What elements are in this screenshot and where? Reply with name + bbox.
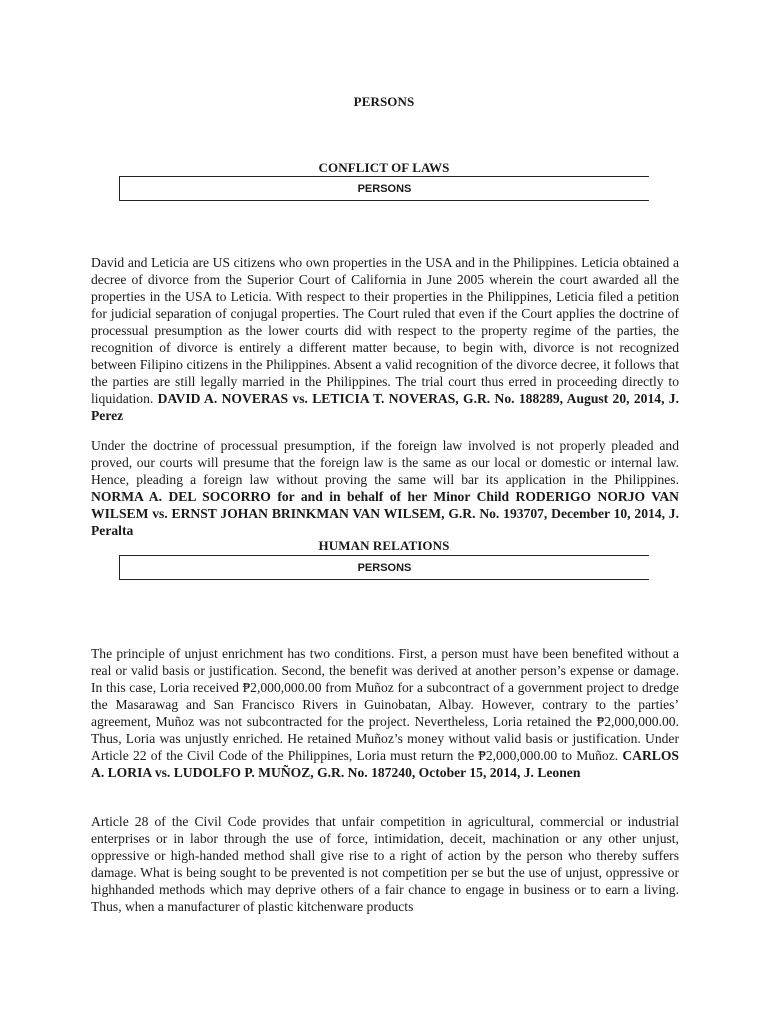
section-heading-human-relations: HUMAN RELATIONS [318, 538, 450, 553]
paragraph-loria [91, 645, 679, 781]
case-citation: CARLOS A. LORIA vs. LUDOLFO P. MUÑOZ, G.R. No. 187240, October 15, 2014, J. Leonen [91, 748, 679, 780]
paragraph-unfair-competition [91, 813, 679, 915]
case-citation: DAVID A. NOVERAS vs. LETICIA T. NOVERAS, G.R. No. 188289, August 20, 2014, J. Perez [91, 391, 680, 423]
case-citation: NORMA A. DEL SOCORRO for and in behalf of her Minor Child RODERIGO NORJO VAN WILSEM vs. ERNST JOHAN BRINKMAN VAN WILSEM, G.R. No. 193707, December 10, 2014, J. Peralta [91, 489, 679, 538]
paragraph-text: David and Leticia are US citizens who own properties in the USA and in the Philippines. Leticia obtained a decree of divorce from the Superior Court of California in June 2005 wherein the court awarded all the properties in the USA to Leticia. With respect to their properties in the Philippines, Leticia filed a petition for judicial separation of conjugal properties. The Court ruled that even if the Court applies the doctrine of processual presumption as the lower courts did with respect to the property regime of the parties, the recognition of divorce is entirely a different matter because, to begin with, divorce is not recognized between Filipino citizens in the Philippines. Absent a valid recognition of the divorce decree, it follows that the parties are still legally married in the Philippines. The trial court thus erred in proceeding directly to liquidation. [91, 255, 679, 406]
paragraph-noveras [91, 254, 679, 424]
paragraph-text: Under the doctrine of processual presumption, if the foreign law involved is not properly pleaded and proved, our courts will presume that the foreign law is the same as our local or domestic or internal law. Hence, pleading a foreign law without proving the same will bar its application in the Philippines. [91, 438, 679, 487]
paragraph-text: Article 28 of the Civil Code provides that unfair competition in agricultural, commercial or industrial enterprises or in labor through the use of force, intimidation, deceit, machination or any other unjust, oppressive or high-handed method shall give rise to a right of action by the person who thereby suffers damage. What is being sought to be prevented is not competition per se but the use of unjust, oppressive or highhanded methods which may deprive others of a fair chance to engage in business or to earn a living. Thus, when a manufacturer of plastic kitchenware products [91, 814, 679, 914]
page-title: PERSONS [353, 94, 415, 109]
paragraph-van-wilsem [91, 437, 679, 539]
section-box-label: PERSONS [119, 555, 649, 580]
section-heading-conflict-of-laws: CONFLICT OF LAWS [318, 160, 450, 175]
paragraph-text: The principle of unjust enrichment has two conditions. First, a person must have been benefited without a real or valid basis or justification. Second, the benefit was derived at another person’s expense or damage. In this case, Loria received ₱2,000,000.00 from Muñoz for a subcontract of a government project to dredge the Masarawag and San Francisco Rivers in Guinobatan, Albay. However, contrary to the parties’ agreement, Muñoz was not subcontracted for the project. Nevertheless, Loria retained the ₱2,000,000.00. Thus, Loria was unjustly enriched. He retained Muñoz’s money without valid basis or justification. Under Article 22 of the Civil Code of the Philippines, Loria must return the ₱2,000,000.00 to Muñoz. [91, 646, 679, 763]
section-box-label: PERSONS [119, 176, 649, 201]
